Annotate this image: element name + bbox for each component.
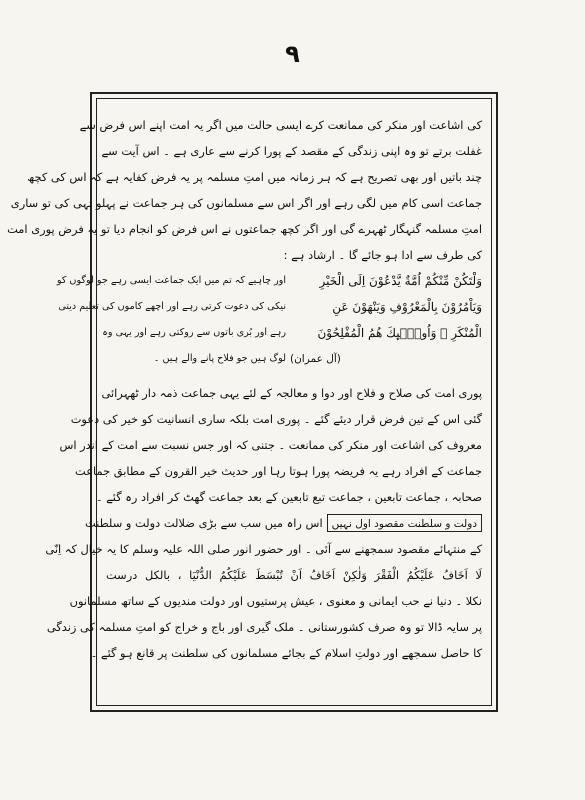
verse-row xyxy=(58,294,482,320)
text-line: اس راہ میں سب سے بڑی ضلالت دولت و سلطنت xyxy=(84,516,323,530)
text-line: لَا اَخَافُ عَلَیْکُمُ الْفَقْرَ وَلٰکِنْ اَخَافُ اَنْ تُبْسَطَ عَلَیْکُمُ الدُّنْیَا ، بالکل درست xyxy=(106,568,482,582)
text-line: جماعت اسی کام میں لگی رہے اور اگر اس سے مسلمانوں کی ہر جماعت نے پہلو تہی کی تو ساری xyxy=(10,196,482,210)
section-subheading: دولت و سلطنت مقصود اول نہیں xyxy=(327,514,482,532)
paragraph-3 xyxy=(45,510,482,666)
verse-arabic: الْمُنْكَرِ ۭ وَاُولٰۗىِٕكَ ھُمُ الْمُفْلِحُوْنَ xyxy=(317,326,482,340)
text-line: امتِ مسلمہ گنہگار ٹھہرے گی اور اگر کچھ جماعتوں نے اس فرض کو انجام دیا تو یہ فرض پوری امت xyxy=(7,222,482,236)
verse-translation: رہے اور بُری باتوں سے روکتی رہے اور یہی وہ xyxy=(102,327,286,338)
text-line: کی اشاعت اور منکر کی ممانعت کرے ایسی حالت میں اگر یہ امت اپنے اس فرض سے xyxy=(79,118,482,132)
verse-row xyxy=(56,268,482,294)
text-line: کے منتہائے مقصود سمجھنے سے آئی ۔ اور حضور انور صلی اللہ علیہ وسلم کا یہ خیال کہ اِنّی xyxy=(45,542,482,556)
text-line: چند باتیں اور بھی تصریح ہے کہ ہر زمانہ میں امتِ مسلمہ پر یہ فرض کفایہ ہے کہ اس کی کچھ xyxy=(27,170,482,184)
verse-arabic: وَلْتَكُنْ مِّنْكُمْ اُمَّةٌ يَّدْعُوْنَ اِلَى الْخَيْرِ xyxy=(319,274,482,288)
text-line: معروف کی اشاعت اور منکر کی ممانعت ۔ جتنی کہ اور جس نسبت سے امت کے اندر اس xyxy=(59,438,482,452)
subheading-row xyxy=(84,510,482,536)
text-line: گئی اس کے تین فرض قرار دیئے گئے ۔ پوری امت بلکہ ساری انسانیت کو خیر کی دعوت xyxy=(70,412,482,426)
page-content xyxy=(7,112,482,700)
text-line: جماعت کے افراد رہے یہ فریضہ پورا ہوتا رہا اور حدیث خیر القرون کے مطابق جماعت xyxy=(75,464,482,478)
verse-translation: نیکی کی دعوت کرتی رہے اور اچھے کاموں کی تعلیم دیتی xyxy=(58,301,286,312)
quran-verse-block xyxy=(56,268,482,372)
verse-translation: لوگ ہیں جو فلاح پانے والے ہیں ۔ xyxy=(153,353,286,364)
verse-reference: (آل عمران) xyxy=(290,353,341,365)
text-line: کا حاصل سمجھے اور دولتِ اسلام کے بجائے مسلمانوں کی سلطنت پر قانع ہو گئے ۔ xyxy=(90,646,482,660)
text-line: کی طرف سے ادا ہو جائے گا ۔ ارشاد ہے : xyxy=(283,248,482,262)
verse-translation: اور چاہیے کہ تم میں ایک جماعت ایسی رہے جو لوگوں کو xyxy=(56,275,286,286)
text-line: نکلا ۔ دنیا نے حب ایمانی و معنوی ، عیش پرستیوں اور دولت مندیوں کے ساتھ مسلمانوں xyxy=(69,594,482,608)
page-number: ۹ xyxy=(285,40,300,68)
verse-row xyxy=(102,320,482,346)
verse-arabic: وَيَاْمُرُوْنَ بِالْمَعْرُوْفِ وَيَنْهَوْنَ عَنِ xyxy=(332,300,482,314)
text-line: غفلت برتے تو وہ اپنی زندگی کے مقصد کے پورا کرنے سے عاری ہے ۔ اس آیت سے xyxy=(101,144,482,158)
text-line: پوری امت کی صلاح و فلاح اور دوا و معالجہ کے لئے یہی جماعت ذمہ دار ٹھہرائی xyxy=(101,386,482,400)
text-line: صحابہ ، جماعت تابعین ، جماعت تبع تابعین کے بعد جماعت گھٹ کر افراد رہ گئے ۔ xyxy=(95,490,482,504)
text-line: پر سایہ ڈالا تو وہ صرف کشورستانی ۔ ملک گیری اور باج و خراج کو امتِ مسلمہ کی زندگی xyxy=(46,620,482,634)
verse-reference-row xyxy=(106,346,482,372)
paragraph-2 xyxy=(59,380,482,510)
paragraph-1 xyxy=(7,112,482,268)
